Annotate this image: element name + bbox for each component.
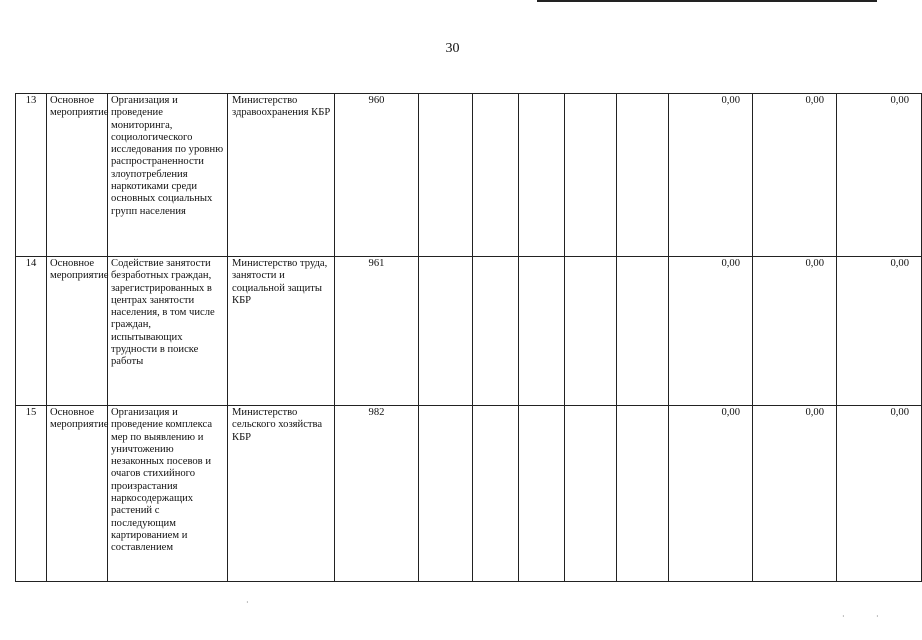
row-number: 15 [16,406,47,582]
row-value-2: 0,00 [753,406,837,582]
row-name: Организация и проведение комплекса мер по выявлению и уничтожению незаконных посевов и очагов стихийного произрастания наркосодержащих растений с последующим картированием и составлением [108,406,228,582]
row-value-1: 0,00 [669,406,753,582]
row-value-2: 0,00 [753,94,837,257]
top-rule [537,0,877,2]
row-type: Основное мероприятие [47,257,108,406]
row-value-3: 0,00 [837,257,922,406]
empty-cell [473,94,519,257]
table-row [16,94,922,257]
row-value-3: 0,00 [837,406,922,582]
scan-speck: · [876,612,879,621]
row-number: 13 [16,94,47,257]
row-value-3: 0,00 [837,94,922,257]
row-executor: Министерство труда, занятости и социальной защиты КБР [228,257,335,406]
table-row [16,257,922,406]
budget-table [15,93,922,582]
scan-speck: · [842,612,845,621]
row-name: Содействие занятости безработных граждан, зарегистрированных в центрах занятости населения, в том числе граждан, испытывающих трудности в поиске работы [108,257,228,406]
page-number: 30 [445,41,460,56]
empty-cell [519,94,565,257]
empty-cell [419,94,473,257]
row-name: Организация и проведение мониторинга, социологического исследования по уровню распространенности злоупотребления наркотиками среди основных социальных групп населения [108,94,228,257]
empty-cell [565,94,617,257]
row-code: 960 [335,94,419,257]
empty-cell [519,406,565,582]
row-value-1: 0,00 [669,94,753,257]
row-code: 961 [335,257,419,406]
row-value-2: 0,00 [753,257,837,406]
scan-speck: · [246,598,249,607]
row-number: 14 [16,257,47,406]
row-value-1: 0,00 [669,257,753,406]
row-executor: Министерство здравоохранения КБР [228,94,335,257]
table-row [16,406,922,582]
empty-cell [617,257,669,406]
empty-cell [473,406,519,582]
empty-cell [565,257,617,406]
empty-cell [473,257,519,406]
empty-cell [419,257,473,406]
empty-cell [565,406,617,582]
row-type: Основное мероприятие [47,406,108,582]
row-type: Основное мероприятие [47,94,108,257]
row-code: 982 [335,406,419,582]
empty-cell [519,257,565,406]
empty-cell [617,406,669,582]
row-executor: Министерство сельского хозяйства КБР [228,406,335,582]
empty-cell [617,94,669,257]
empty-cell [419,406,473,582]
